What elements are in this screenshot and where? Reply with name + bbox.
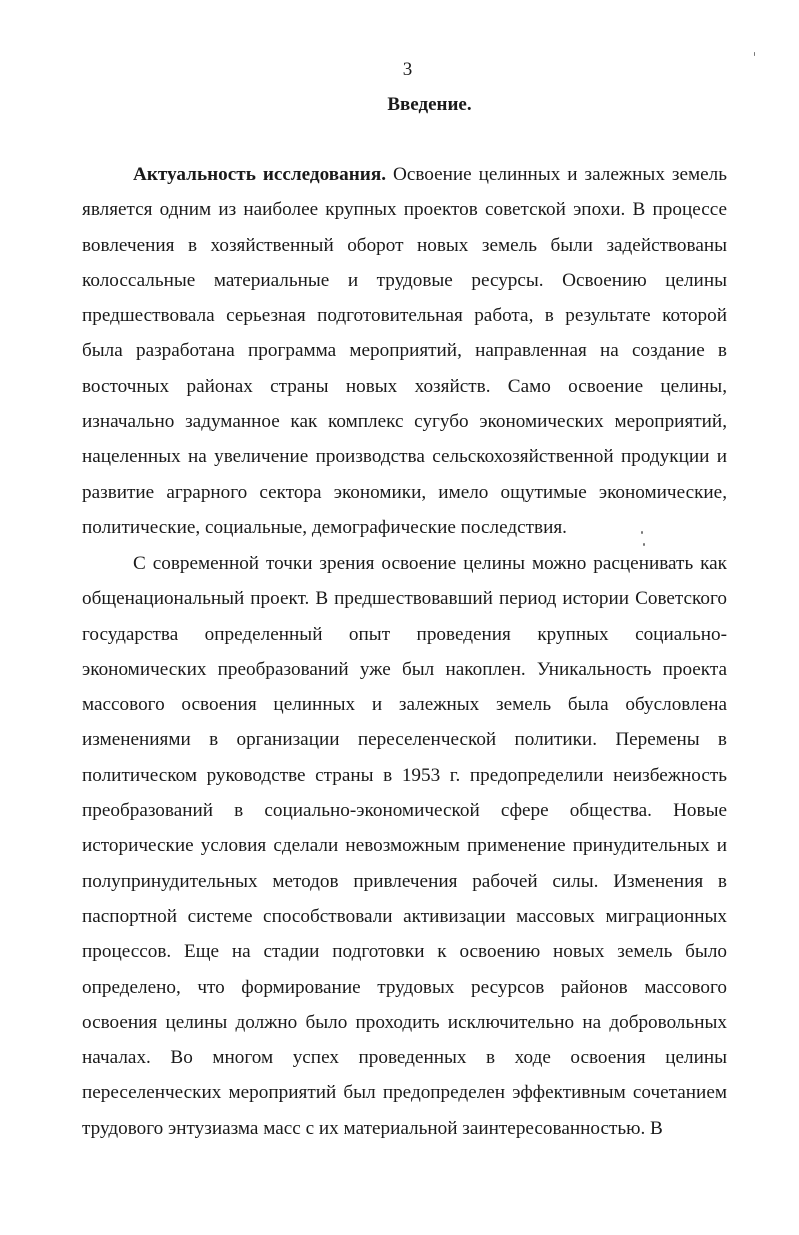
paragraph-national-project <box>82 546 727 1146</box>
paragraph-lead-term: Актуальность исследования. <box>133 164 386 185</box>
scan-speck <box>754 52 755 56</box>
page-number: 3 <box>402 59 413 80</box>
scan-speck <box>643 543 645 546</box>
paragraph-text: Освоение целинных и залежных земель является одним из наиболее крупных проектов советской эпохи. В процессе вовлечения в хозяйственный оборот новых земель были задействованы колоссальные материальные и трудовые ресурсы. Освоению целины предшествовала серьезная подготовительная работа, в результате которой была разработана программа мероприятий, направленная на создание в восточных районах страны новых хозяйств. Само освоение целины, изначально задуманное как комплекс сугубо экономических мероприятий, нацеленных на увеличение производства сельскохозяйственной продукции и развитие аграрного сектора экономики, имело ощутимые экономические, политические, социальные, демографические последствия. <box>82 164 727 538</box>
section-heading: Введение. <box>387 94 472 115</box>
scan-speck <box>641 531 643 534</box>
paragraph-relevance <box>82 157 727 545</box>
paragraph-text: С современной точки зрения освоение целины можно расценивать как общенациональный проект. В предшествовавший период истории Советского государства определенный опыт проведения крупных социально-экономических преобразований уже был накоплен. Уникальность проекта массового освоения целинных и залежных земель была обусловлена изменениями в организации переселенческой политики. Перемены в политическом руководстве страны в 1953 г. предопределили неизбежность преобразований в социально-экономической сфере общества. Новые исторические условия сделали невозможным применение принудительных и полупринудительных методов привлечения рабочей силы. Изменения в паспортной системе способствовали активизации массовых миграционных процессов. Еще на стадии подготовки к освоению новых земель было определено, что формирование трудовых ресурсов районов массового освоения целины должно было проходить исключительно на добровольных началах. Во многом успех проведенных в ходе освоения целины переселенческих мероприятий был предопределен эффективным сочетанием трудового энтузиазма масс с их материальной заинтересованностью. В <box>82 553 727 1139</box>
